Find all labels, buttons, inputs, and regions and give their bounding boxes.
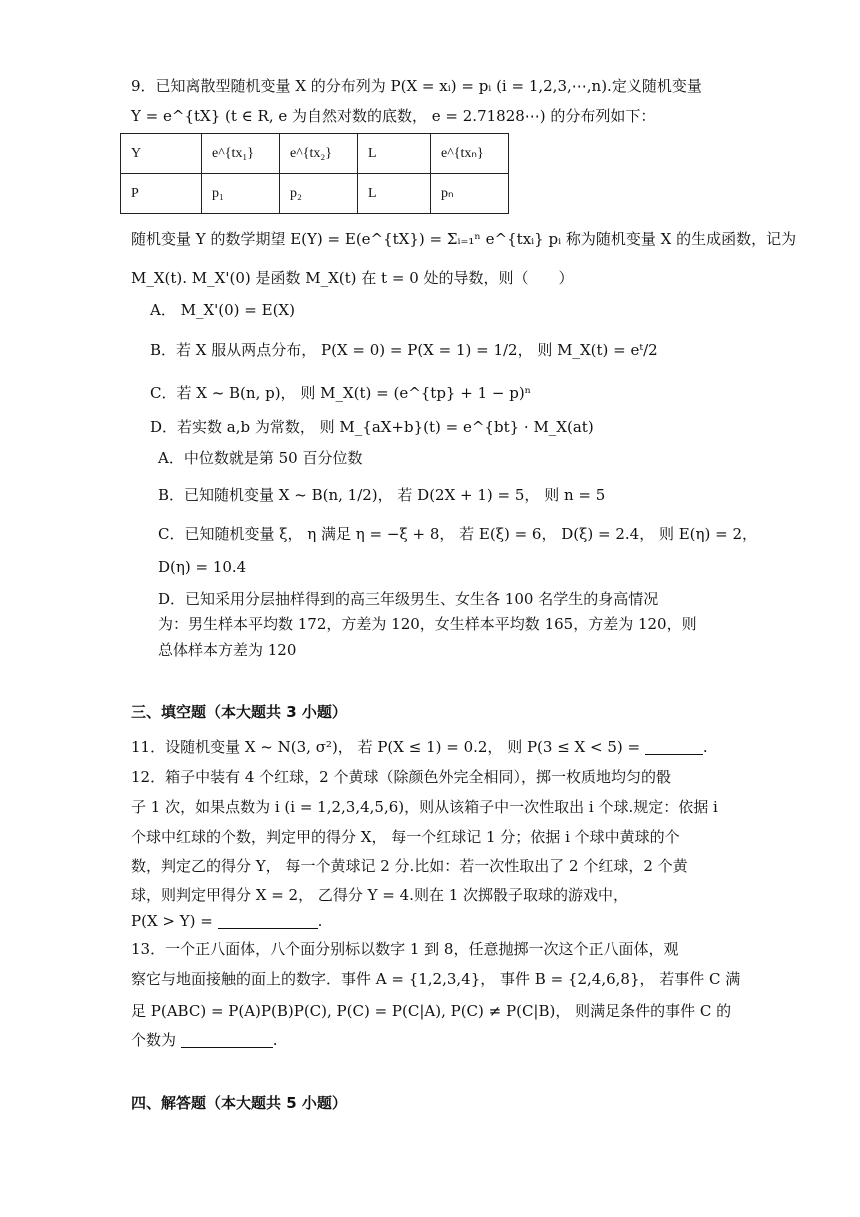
- table-cell: p₂: [280, 174, 358, 214]
- q10-option-b: B．已知随机变量 X ~ B(n, 1/2)， 若 D(2X + 1) = 5， 则 n = 5: [158, 486, 606, 504]
- table-cell: p₁: [202, 174, 280, 214]
- q9-line-2: Y = e^{tX} (t ∈ R, e 为自然对数的底数， e = 2.71828⋯) 的分布列如下：: [131, 107, 656, 125]
- q9-option-c: C．若 X ~ B(n, p)， 则 M_X(t) = (e^{tp} + 1 − p)ⁿ: [150, 384, 532, 402]
- q9-option-b: B．若 X 服从两点分布， P(X = 0) = P(X = 1) = 1/2， 则 M_X(t) = eᵗ/2: [150, 341, 658, 359]
- q10-option-c-line-2: D(η) = 10.4: [158, 558, 247, 576]
- q9-option-a: A． M_X'(0) = E(X): [150, 301, 295, 319]
- q13-end: .: [272, 1031, 278, 1049]
- q11-end: .: [702, 738, 708, 756]
- q9-option-d: D．若实数 a,b 为常数， 则 M_{aX+b}(t) = e^{bt} · M_X(at): [150, 418, 594, 436]
- table-cell: pₙ: [431, 174, 509, 214]
- q13-line-3: 足 P(ABC) = P(A)P(B)P(C), P(C) = P(C|A), P(C) ≠ P(C|B)， 则满足条件的事件 C 的: [131, 1002, 732, 1020]
- q11-answer-blank[interactable]: [645, 738, 703, 755]
- q13-text: 个数为: [131, 1031, 177, 1049]
- q12-line-1: 12．箱子中装有 4 个红球，2 个黄球（除颜色外完全相同），掷一枚质地均匀的骰: [131, 768, 671, 786]
- table-cell: e^{tx₁}: [202, 134, 280, 174]
- table-row-p: [121, 174, 509, 214]
- q12-answer-blank[interactable]: [218, 912, 318, 929]
- q10-option-c-line-1: C．已知随机变量 ξ， η 满足 η = −ξ + 8， 若 E(ξ) = 6， D(ξ) = 2.4， 则 E(η) = 2，: [158, 525, 758, 543]
- q9-line-3: 随机变量 Y 的数学期望 E(Y) = E(e^{tX}) = Σᵢ₌₁ⁿ e^{txᵢ} pᵢ 称为随机变量 X 的生成函数，记为: [131, 230, 797, 248]
- q13-line-1: 13．一个正八面体，八个面分别标以数字 1 到 8，任意抛掷一次这个正八面体，观: [131, 940, 679, 958]
- section-heading-solutions: 四、解答题（本大题共 5 小题）: [131, 1094, 347, 1112]
- q9-line-4: M_X(t). M_X'(0) 是函数 M_X(t) 在 t = 0 处的导数，则（ ）: [131, 269, 574, 287]
- q10-option-d-line-3: 总体样本方差为 120: [158, 641, 297, 659]
- q9-line-1: 9．已知离散型随机变量 X 的分布列为 P(X = xᵢ) = pᵢ (i = 1,2,3,⋯,n).定义随机变量: [131, 77, 702, 95]
- q13-answer-blank[interactable]: [181, 1031, 273, 1048]
- q13-line-4: [131, 1030, 278, 1050]
- q11: [131, 737, 708, 757]
- q10-option-d-line-1: D．已知采用分层抽样得到的高三年级男生、女生各 100 名学生的身高情况: [158, 590, 659, 608]
- table-row-y: [121, 134, 509, 174]
- q12-text: P(X > Y) =: [131, 912, 213, 930]
- table-cell: e^{txₙ}: [431, 134, 509, 174]
- q13-line-2: 察它与地面接触的面上的数字．事件 A = {1,2,3,4}， 事件 B = {2,4,6,8}， 若事件 C 满: [131, 970, 741, 988]
- table-cell: L: [358, 174, 431, 214]
- q12-line-5: 球，则判定甲得分 X = 2， 乙得分 Y = 4.则在 1 次掷骰子取球的游戏中，: [131, 886, 629, 904]
- q12-end: .: [317, 912, 323, 930]
- section-heading-fill-in: 三、填空题（本大题共 3 小题）: [131, 703, 347, 721]
- q12-line-3: 个球中红球的个数，判定甲的得分 X， 每一个红球记 1 分；依据 i 个球中黄球的个: [131, 828, 680, 846]
- table-cell: e^{tx₂}: [280, 134, 358, 174]
- distribution-table: [120, 133, 509, 214]
- q11-text: 11．设随机变量 X ~ N(3, σ²)， 若 P(X ≤ 1) = 0.2， 则 P(3 ≤ X < 5) =: [131, 738, 641, 756]
- q12-line-6: [131, 911, 322, 931]
- q10-option-a: A．中位数就是第 50 百分位数: [158, 449, 363, 467]
- q12-line-4: 数，判定乙的得分 Y， 每一个黄球记 2 分.比如：若一次性取出了 2 个红球，2 个黄: [131, 857, 688, 875]
- q12-line-2: 子 1 次，如果点数为 i (i = 1,2,3,4,5,6)，则从该箱子中一次性取出 i 个球.规定：依据 i: [131, 798, 718, 816]
- table-cell: L: [358, 134, 431, 174]
- table-cell: P: [121, 174, 202, 214]
- q10-option-d-line-2: 为：男生样本平均数 172，方差为 120，女生样本平均数 165，方差为 120，则: [158, 615, 697, 633]
- table-cell: Y: [121, 134, 202, 174]
